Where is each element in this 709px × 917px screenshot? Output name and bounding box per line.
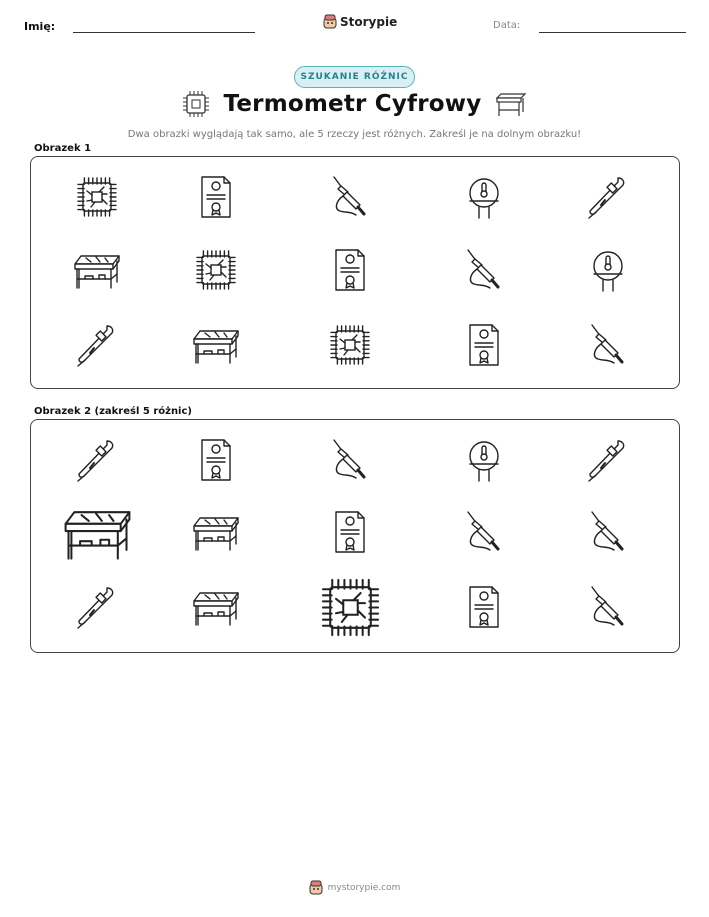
name-field[interactable] xyxy=(73,32,255,33)
picture2-item[interactable] xyxy=(61,496,134,569)
workbench-icon xyxy=(61,496,134,569)
soldering-iron-icon xyxy=(324,434,376,486)
page-title: Termometr Cyfrowy xyxy=(223,91,482,117)
thermometer-icon xyxy=(582,434,634,486)
soldering-iron-icon xyxy=(582,581,634,633)
microchip-icon xyxy=(71,171,123,223)
instructions: Dwa obrazki wyglądają tak samo, ale 5 rzeczy jest różnych. Zakreśl je na dolnym obrazku! xyxy=(127,129,582,140)
thermistor-icon xyxy=(582,244,634,296)
picture2-item[interactable] xyxy=(324,506,376,558)
picture2-item[interactable] xyxy=(582,506,634,558)
picture1-item xyxy=(71,319,123,371)
picture2-item[interactable] xyxy=(582,434,634,486)
picture1-item xyxy=(582,244,634,296)
picture2-item[interactable] xyxy=(324,434,376,486)
brand-logo xyxy=(323,14,397,29)
picture1-item xyxy=(190,244,242,296)
thermometer-icon xyxy=(71,434,123,486)
picture1-item xyxy=(582,319,634,371)
picture2-item[interactable] xyxy=(314,571,387,644)
thermometer-icon xyxy=(71,581,123,633)
picture1-item xyxy=(458,244,510,296)
workbench-icon xyxy=(190,319,242,371)
footer-url: mystorypie.com xyxy=(327,882,401,893)
storypie-mascot-icon xyxy=(323,14,337,29)
certificate-icon xyxy=(190,434,242,486)
picture1-item xyxy=(582,171,634,223)
picture2-item[interactable] xyxy=(582,581,634,633)
footer xyxy=(0,880,709,895)
date-label: Data: xyxy=(493,20,521,31)
workbench-icon xyxy=(190,506,242,558)
certificate-icon xyxy=(458,581,510,633)
picture2-item[interactable] xyxy=(190,434,242,486)
certificate-icon xyxy=(190,171,242,223)
picture1-item xyxy=(324,319,376,371)
picture2-item[interactable] xyxy=(458,581,510,633)
certificate-icon xyxy=(458,319,510,371)
soldering-iron-icon xyxy=(324,171,376,223)
picture2-item[interactable] xyxy=(71,434,123,486)
thermometer-icon xyxy=(582,171,634,223)
title-row xyxy=(0,90,709,118)
picture1-item xyxy=(71,244,123,296)
microchip-icon xyxy=(182,90,210,118)
picture2-item[interactable] xyxy=(190,581,242,633)
soldering-iron-icon xyxy=(582,319,634,371)
picture2-item[interactable] xyxy=(190,506,242,558)
name-label: Imię: xyxy=(24,20,56,33)
microchip-icon xyxy=(190,244,242,296)
thermistor-icon xyxy=(458,171,510,223)
certificate-icon xyxy=(324,244,376,296)
soldering-iron-icon xyxy=(458,244,510,296)
thermometer-icon xyxy=(71,319,123,371)
picture2-label: Obrazek 2 (zakreśl 5 różnic) xyxy=(34,406,192,417)
picture2-item[interactable] xyxy=(458,506,510,558)
workbench-icon xyxy=(71,244,123,296)
storypie-mascot-icon xyxy=(309,880,323,895)
microchip-icon xyxy=(324,319,376,371)
picture1-item xyxy=(324,171,376,223)
microchip-icon xyxy=(314,571,387,644)
thermistor-icon xyxy=(458,434,510,486)
category-badge: SZUKANIE RÓŻNIC xyxy=(294,66,415,88)
date-field[interactable] xyxy=(539,32,686,33)
soldering-iron-icon xyxy=(582,506,634,558)
picture1-item xyxy=(458,171,510,223)
picture2-item[interactable] xyxy=(458,434,510,486)
picture1-item xyxy=(190,319,242,371)
soldering-iron-icon xyxy=(458,506,510,558)
brand-name: Storypie xyxy=(340,14,398,29)
picture1-item xyxy=(458,319,510,371)
picture1-item xyxy=(324,244,376,296)
workbench-icon xyxy=(190,581,242,633)
picture1-label: Obrazek 1 xyxy=(34,143,92,154)
picture1-item xyxy=(71,171,123,223)
workbench-icon xyxy=(495,90,527,118)
certificate-icon xyxy=(324,506,376,558)
picture2-item[interactable] xyxy=(71,581,123,633)
picture1-item xyxy=(190,171,242,223)
